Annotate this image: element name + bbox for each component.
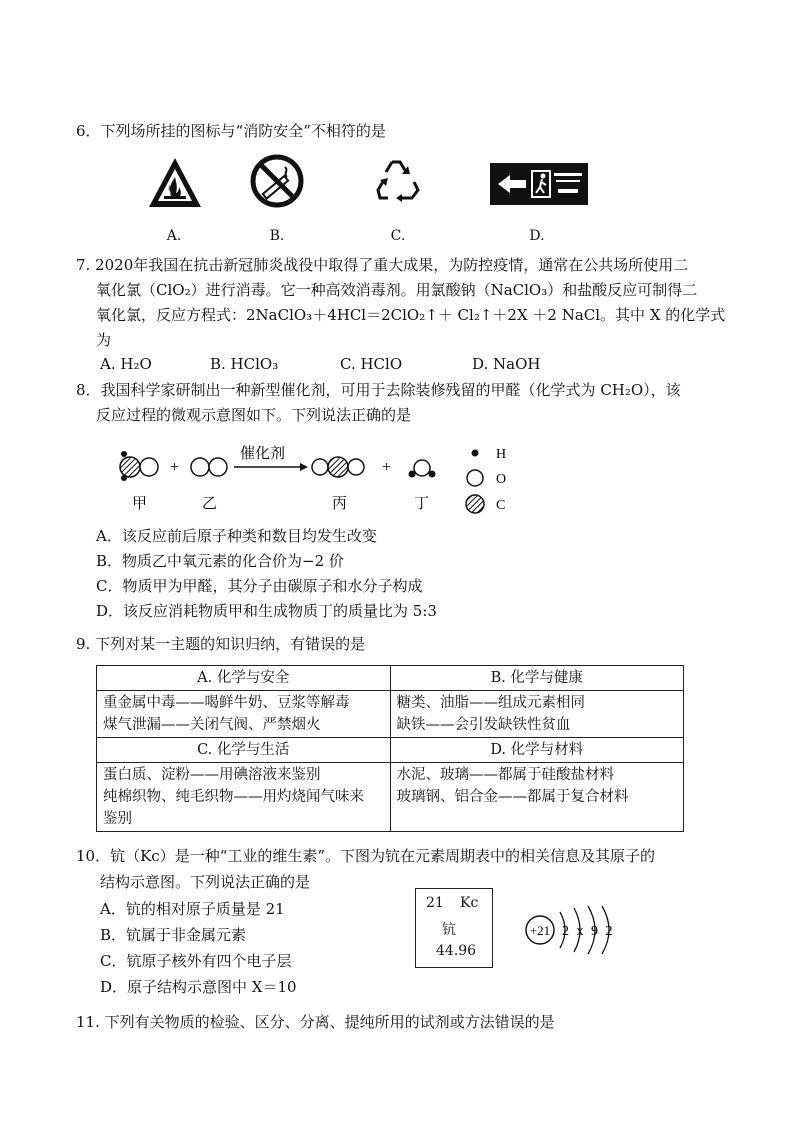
q11-stem: 11. 下列有关物质的检验、区分、分离、提纯所用的试剂或方法错误的是	[76, 1013, 555, 1031]
table-cell-c-line-1: 蛋白质、淀粉——用碘溶液来鉴别	[103, 767, 321, 783]
q8-option-a: A．该反应前后原子种类和数目均发生改变	[96, 527, 377, 545]
q7-line-1: 7. 2020年我国在抗击新冠肺炎战役中取得了重大成果，为防控疫情，通常在公共场所使用二	[76, 256, 689, 274]
q7-line-4: 为	[96, 331, 112, 349]
label-yi: 乙	[202, 494, 218, 512]
shell-electrons: 2 x 9 2	[562, 924, 615, 939]
table-cell-b	[390, 691, 684, 738]
table-head-b: B. 化学与健康	[390, 666, 684, 691]
legend-h-mark	[472, 450, 479, 457]
q10-option-b: B．钪属于非金属元素	[100, 926, 247, 944]
nucleus-charge: +21	[529, 923, 551, 938]
q6-option-c: C.	[390, 228, 406, 244]
table-cell-b-line-1: 糖类、油脂——组成元素相同	[396, 695, 585, 711]
q8-option-c: C．物质甲为甲醛，其分子由碳原子和水分子构成	[96, 577, 423, 595]
label-jia: 甲	[132, 494, 148, 512]
q8-line-2: 反应过程的微观示意图如下。下列说法正确的是	[96, 406, 412, 424]
legend-o-mark	[467, 470, 483, 486]
q9-stem: 9. 下列对某一主题的知识归纳，有错误的是	[76, 635, 366, 653]
element-mass: 44.96	[436, 943, 477, 959]
element-name: 钪	[442, 922, 456, 938]
legend-h: H	[496, 447, 507, 462]
q7-option-d: D. NaOH	[472, 355, 541, 373]
element-number: 21	[426, 895, 444, 911]
table-cell-c-line-3: 鉴别	[103, 811, 132, 827]
fire-warning-icon	[146, 155, 204, 211]
table-cell-c	[97, 763, 391, 832]
q8-option-d: D．该反应消耗物质甲和生成物质丁的质量比为 5:3	[96, 602, 437, 620]
table-head-c: C. 化学与生活	[97, 738, 391, 763]
plus-sign-2: +	[382, 459, 392, 476]
no-smoking-icon	[249, 153, 305, 209]
table-cell-d-line-1: 水泥、玻璃——都属于硅酸盐材料	[396, 767, 614, 783]
q6-option-d: D.	[529, 228, 545, 244]
emergency-exit-icon	[490, 163, 588, 205]
q7-option-c: C. HClO	[340, 355, 403, 373]
catalyst-label: 催化剂	[240, 444, 286, 462]
q6-option-b: B.	[269, 228, 285, 244]
table-cell-a-line-2: 煤气泄漏——关闭气阀、严禁烟火	[103, 717, 321, 733]
knowledge-table	[96, 665, 684, 832]
legend-o: O	[496, 472, 507, 487]
label-ding: 丁	[414, 494, 430, 512]
molecule-yi	[191, 458, 227, 476]
table-cell-a	[97, 691, 391, 738]
q10-option-d: D．原子结构示意图中 X＝10	[100, 978, 297, 996]
q8-option-b: B．物质乙中氧元素的化合价为−2 价	[96, 552, 344, 570]
q6-option-a: A.	[166, 228, 182, 244]
element-symbol: Kc	[460, 895, 479, 911]
legend-c-mark	[466, 495, 484, 513]
q10-line-2: 结构示意图。下列说法正确的是	[100, 873, 311, 891]
plus-sign-1: +	[170, 459, 180, 476]
table-head-a: A. 化学与安全	[97, 666, 391, 691]
label-bing: 丙	[332, 494, 348, 512]
table-cell-b-line-2: 缺铁——会引发缺铁性贫血	[396, 717, 571, 733]
q8-line-1: 8．我国科学家研制出一种新型催化剂，可用于去除装修残留的甲醛（化学式为 CH₂O），该	[76, 381, 681, 399]
table-cell-d-line-2: 玻璃钢、铝合金——都属于复合材料	[396, 789, 629, 805]
q10-option-c: C．钪原子核外有四个电子层	[100, 952, 292, 970]
reaction-diagram	[110, 438, 530, 518]
q7-option-a: A. H₂O	[100, 355, 152, 373]
molecule-bing	[312, 457, 364, 477]
molecule-jia	[120, 451, 158, 481]
q7-line-2: 氧化氯（ClO₂）进行消毒。它一种高效消毒剂。用氯酸钠（NaClO₃）和盐酸反应可制得二	[96, 281, 698, 299]
q6-stem: 6．下列场所挂的图标与“消防安全”不相符的是	[76, 122, 386, 140]
table-cell-a-line-1: 重金属中毒——喝鲜牛奶、豆浆等解毒	[103, 695, 350, 711]
q10-line-1: 10．钪（Kc）是一种“工业的维生素”。下图为钪在元素周期表中的相关信息及其原子的	[76, 847, 656, 865]
table-cell-d	[390, 763, 684, 832]
legend-c: C	[496, 498, 506, 513]
q7-option-b: B. HClO₃	[210, 355, 279, 373]
q10-option-a: A．钪的相对原子质量是 21	[100, 900, 285, 918]
q7-line-3: 氧化氯，反应方程式：2NaClO₃＋4HCl＝2ClO₂↑＋ Cl₂↑＋2X ＋2 NaCl。其中 X 的化学式	[96, 306, 726, 324]
element-card	[415, 888, 493, 968]
atom-structure-diagram	[522, 898, 632, 958]
table-cell-c-line-2: 纯棉织物、纯毛织物——用灼烧闻气味来	[103, 789, 364, 805]
recycle-icon	[372, 154, 424, 206]
molecule-ding	[409, 460, 436, 478]
table-head-d: D. 化学与材料	[390, 738, 684, 763]
